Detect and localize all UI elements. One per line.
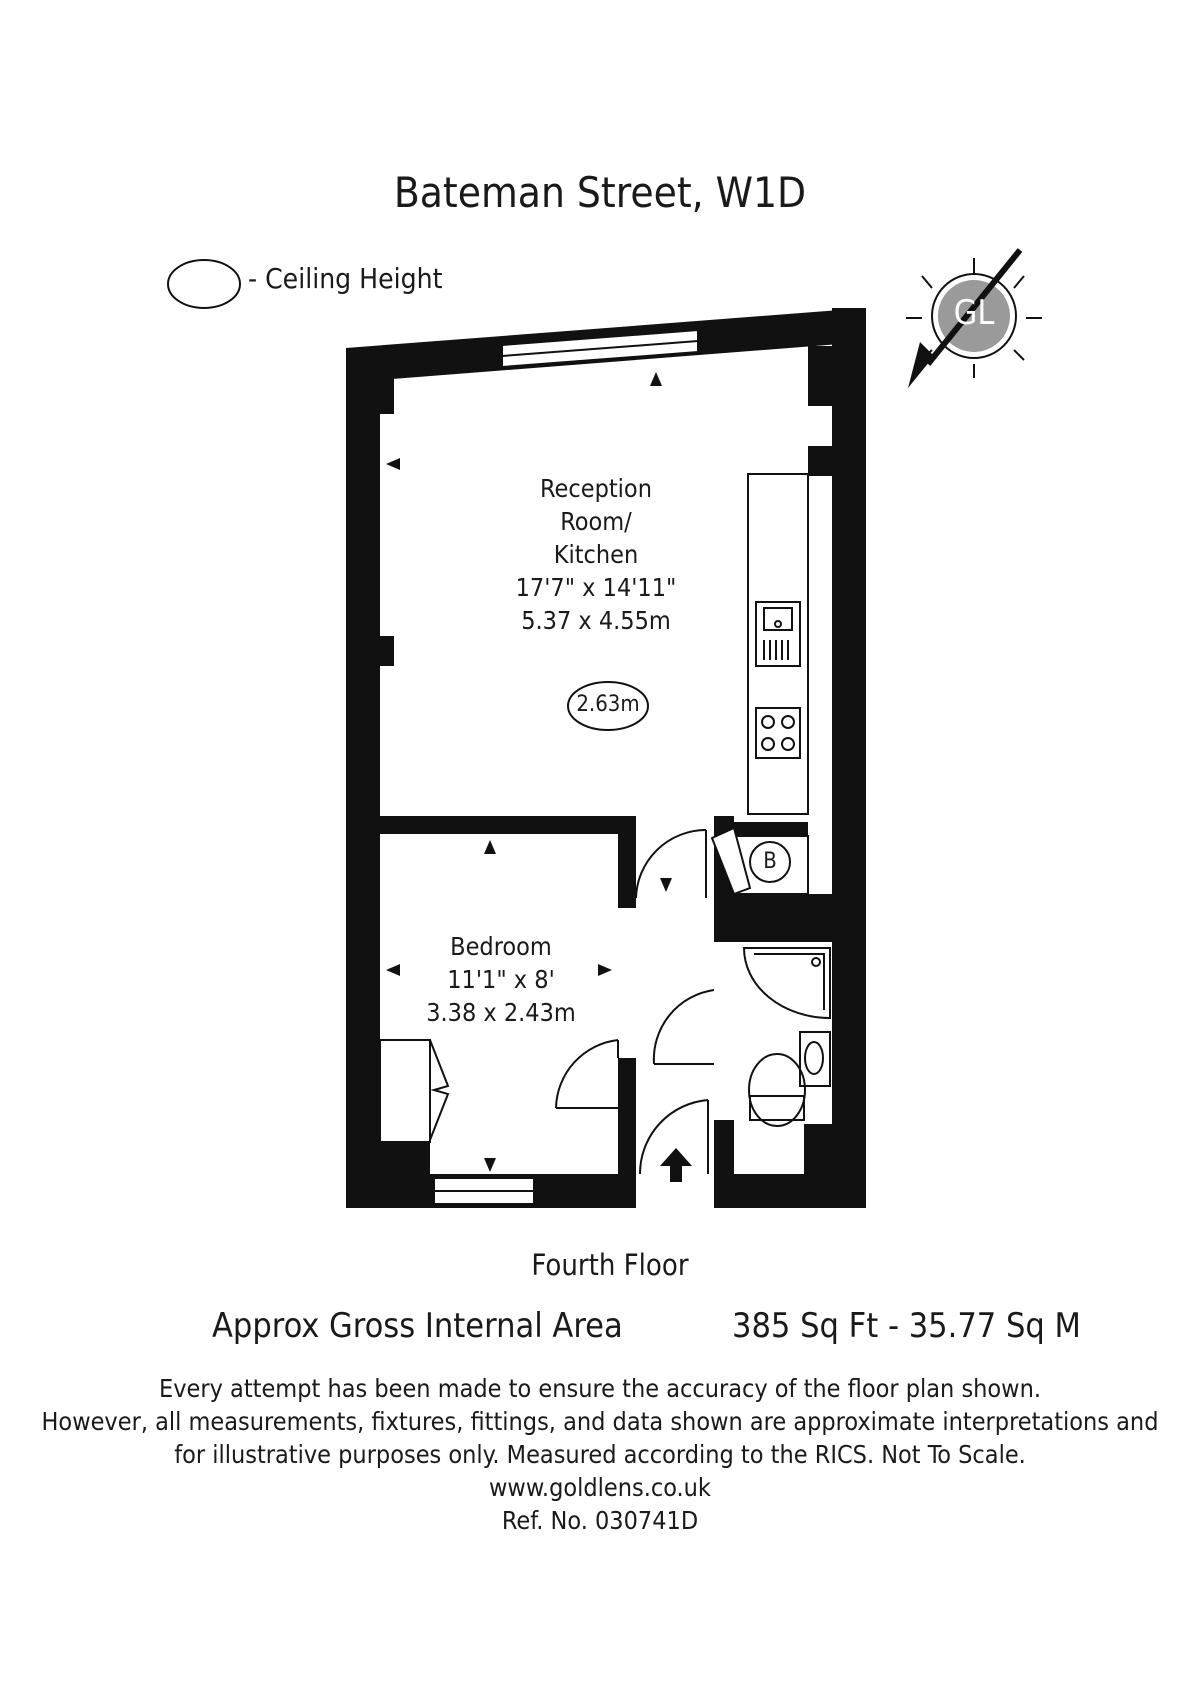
reception-name-line2: Room/ [560, 507, 632, 536]
bedroom-imperial-dimensions: 11'1" x 8' [447, 965, 555, 994]
reception-name-line1: Reception [540, 474, 652, 503]
sink-icon [756, 602, 800, 666]
kitchen-counter [748, 474, 808, 814]
hob-icon [756, 708, 800, 758]
disclaimer-line-3: for illustrative purposes only. Measured according to the RICS. Not To Scale. [174, 1440, 1026, 1469]
compass-logo-text: GL [953, 293, 995, 333]
reception-room-label [470, 472, 722, 637]
reception-metric-dimensions: 5.37 x 4.55m [521, 606, 671, 635]
wardrobe [380, 1040, 448, 1142]
ceiling-height-legend-icon [168, 260, 240, 308]
bedroom-metric-dimensions: 3.38 x 2.43m [426, 998, 576, 1027]
bedroom-name: Bedroom [450, 932, 552, 961]
disclaimer-line-2: However, all measurements, fixtures, fittings, and data shown are approximate interpretations and [41, 1407, 1159, 1436]
page-title: Bateman Street, W1D [393, 168, 807, 217]
ceiling-height-legend-label: - Ceiling Height [248, 262, 443, 295]
entrance-arrow-icon [660, 1148, 692, 1182]
window-bottom [434, 1178, 534, 1204]
disclaimer [0, 1372, 1200, 1537]
gross-area-value: 385 Sq Ft - 35.77 Sq M [732, 1306, 1081, 1346]
floor-name: Fourth Floor [531, 1248, 689, 1282]
bathroom-fixtures [744, 948, 830, 1126]
bedroom-label [390, 930, 612, 1029]
ceiling-height-value: 2.63m [576, 692, 640, 717]
website-link[interactable]: www.goldlens.co.uk [489, 1473, 711, 1502]
reception-name-line3: Kitchen [553, 540, 639, 569]
boiler-label: B [763, 849, 777, 874]
disclaimer-line-1: Every attempt has been made to ensure the accuracy of the floor plan shown. [159, 1374, 1041, 1403]
reference-number: Ref. No. 030741D [501, 1506, 699, 1535]
reception-imperial-dimensions: 17'7" x 14'11" [515, 573, 677, 602]
gross-area-label: Approx Gross Internal Area [212, 1306, 623, 1346]
